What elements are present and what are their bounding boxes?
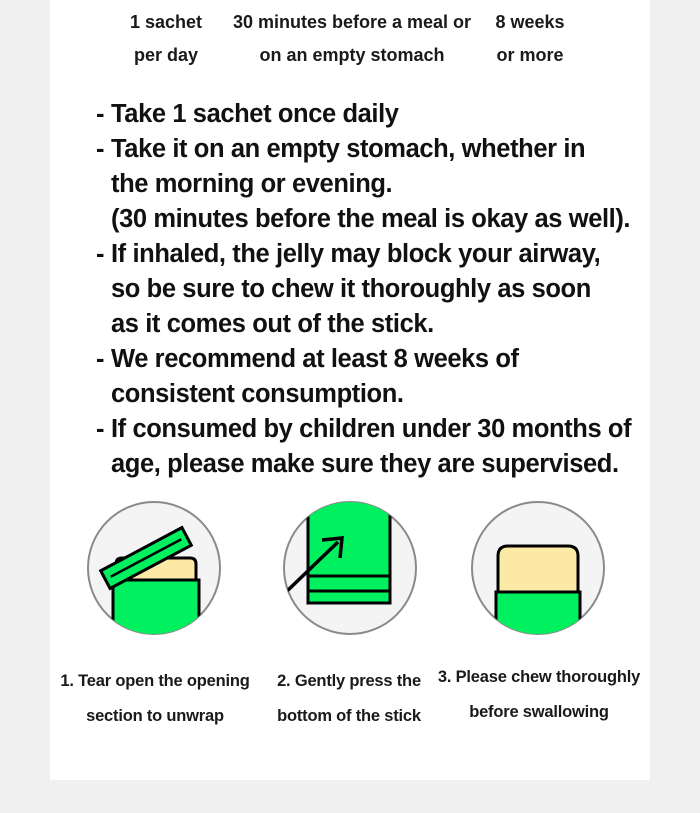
press-stick-icon — [282, 500, 418, 636]
instruction-item: - We recommend at least 8 weeks of consistent consumption. — [96, 345, 519, 408]
instructions-list — [96, 97, 696, 482]
step-caption-3: 3. Please chew thoroughly before swallowing — [437, 668, 641, 721]
summary-timing: 30 minutes before a meal or on an empty stomach — [232, 12, 472, 65]
summary-duration: 8 weeks or more — [495, 12, 565, 65]
instruction-item: - If consumed by children under 30 months of age, please make sure they are supervised. — [96, 415, 632, 478]
instruction-item: - Take it on an empty stomach, whether in the morning or evening. (30 minutes before the meal is okay as well). — [96, 135, 631, 233]
tear-open-icon — [86, 500, 222, 636]
step-caption-1: 1. Tear open the opening section to unwrap — [60, 672, 250, 725]
summary-dose: 1 sachet per day — [129, 12, 203, 65]
chew-icon — [470, 500, 606, 636]
instruction-item: - If inhaled, the jelly may block your airway, so be sure to chew it thoroughly as soon as it comes out of the stick. — [96, 240, 601, 338]
instruction-item: - Take 1 sachet once daily — [96, 100, 399, 128]
step-caption-2: 2. Gently press the bottom of the stick — [277, 672, 421, 725]
